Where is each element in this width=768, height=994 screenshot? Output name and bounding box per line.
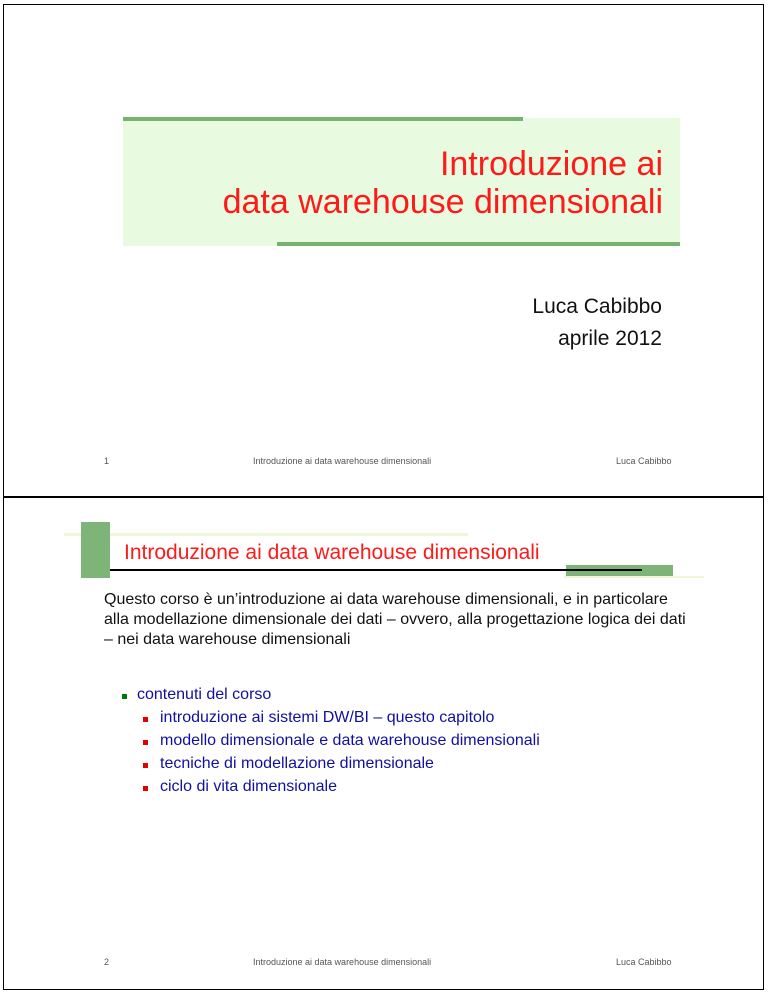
author-name: Luca Cabibbo — [532, 295, 662, 318]
slide-title: Introduzione ai data warehouse dimensionali — [124, 541, 540, 564]
title-accent-bar-bottom — [277, 242, 680, 246]
title-line-1: Introduzione ai — [439, 145, 663, 183]
list-item: tecniche di modellazione dimensionale — [160, 755, 434, 772]
list-item: modello dimensionale e data warehouse dimensionali — [160, 732, 540, 749]
title-line-2: data warehouse dimensionali — [222, 183, 663, 221]
footer-title: Introduzione ai data warehouse dimensionali — [253, 957, 432, 967]
intro-paragraph: Questo corso è un’introduzione ai data warehouse dimensionali, e in particolare alla modellazione dimensionale dei dati – ovvero, alla progettazione logica dei dati – nei data warehouse dimensionali — [104, 591, 686, 648]
title-accent-bar-top — [123, 117, 523, 121]
title-underline — [110, 569, 642, 571]
slide-1 — [3, 4, 764, 497]
footer-page-number: 1 — [104, 456, 110, 466]
square-bullet-icon — [122, 694, 127, 699]
header-accent-line — [64, 533, 468, 536]
square-bullet-icon — [143, 763, 148, 768]
list-heading: contenuti del corso — [137, 686, 272, 703]
header-accent-line-bottom — [564, 576, 704, 578]
square-bullet-icon — [143, 786, 148, 791]
list-item: introduzione ai sistemi DW/BI – questo capitolo — [160, 709, 495, 726]
list-item: ciclo di vita dimensionale — [160, 778, 337, 795]
footer-page-number: 2 — [104, 957, 110, 967]
footer-author: Luca Cabibbo — [616, 456, 672, 466]
slide-2 — [3, 497, 764, 990]
slide-title — [123, 145, 663, 221]
square-bullet-icon — [143, 717, 148, 722]
presentation-date: aprile 2012 — [558, 327, 662, 350]
footer-title: Introduzione ai data warehouse dimensionali — [253, 456, 432, 466]
footer-author: Luca Cabibbo — [616, 957, 672, 967]
square-bullet-icon — [143, 740, 148, 745]
header-accent-square — [81, 522, 110, 578]
